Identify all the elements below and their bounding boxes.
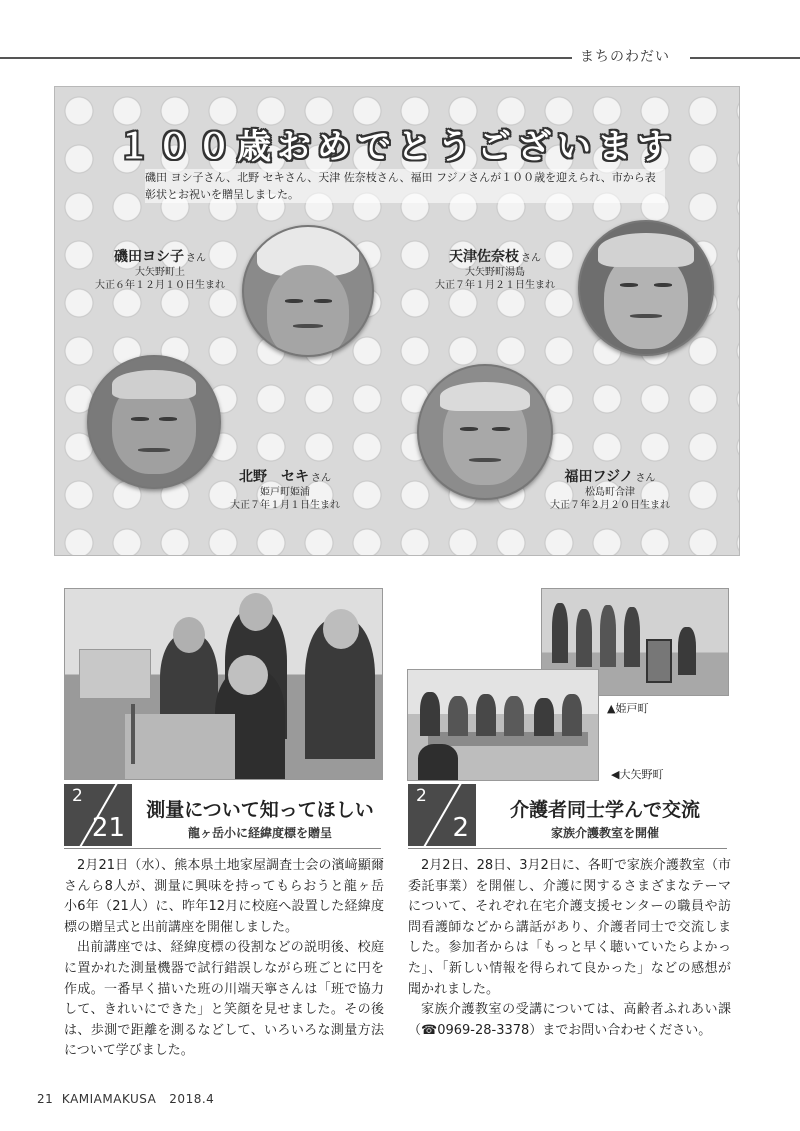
article2-body xyxy=(408,856,731,1041)
caption-oyano: ◀大矢野町 xyxy=(611,768,664,781)
article1-subtitle: 龍ヶ岳小に経緯度標を贈呈 xyxy=(187,826,332,840)
label-kitano: 北野 セキ さん 姫戸町姫浦 大正７年１月１日生まれ xyxy=(230,469,340,511)
article2-rule xyxy=(408,848,727,849)
panel-intro: 磯田 ヨシ子さん、北野 セキさん、天津 佐奈枝さん、福田 フジノさんが１００歳を迎えられ、市から表彰状とお祝いを贈呈しました。 xyxy=(145,169,665,203)
article1-rule xyxy=(64,848,381,849)
header-rule-right xyxy=(690,57,800,59)
article2-title: 介護者同士学んで交流 xyxy=(509,799,700,821)
label-isoda: 磯田ヨシ子 さん 大矢野町上 大正６年１２月１０日生まれ xyxy=(95,249,225,291)
article2-paragraph: 2月2日、28日、3月2日に、各町で家族介護教室（市委託事業）を開催し、介護に関するさまざまなテーマについて、それぞれ在宅介護支援センターの職員や訪問看護師などから講話があり、介護者同士で交流しました。参加者からは「もっと早く聴いていたらよかった」、「新しい情報を得られて良かった」などの感想が聞かれました。 xyxy=(408,858,731,997)
portrait-amatsu xyxy=(578,220,714,356)
issue-date: 2018.4 xyxy=(169,1092,215,1106)
caption-himedo: ▲姫戸町 xyxy=(607,702,649,715)
article1-paragraph: 出前講座では、経緯度標の役割などの説明後、校庭に置かれた測量機器で試行錯誤しながら班ごとに円を作成。一番早く描いた班の川端天寧さんは「班で協力して、きれいにできた」と笑顔を見せました。その後は、歩測で距離を測るなどして、いろいろな測量方法について学びました。 xyxy=(64,940,384,1059)
photo-surveying-students xyxy=(64,588,383,780)
section-title: まちのわだい xyxy=(580,49,670,65)
page-footer xyxy=(37,1092,214,1106)
article1-title: 測量について知ってほしい xyxy=(146,799,374,821)
magazine-name: KAMIAMAKUSA xyxy=(61,1092,157,1106)
portrait-fukuda xyxy=(417,364,553,500)
panel-title: １００歳おめでとうございます xyxy=(117,127,677,167)
portrait-isoda xyxy=(242,225,374,357)
article1-paragraph: 2月21日（水）、熊本県土地家屋調査士会の濱﨑顯爾さんら8人が、測量に興味を持ってもらおうと龍ヶ岳小6年（21人）に、昨年12月に校庭へ設置した経緯度標の贈呈式と出前講座を開催しました。 xyxy=(64,858,384,935)
article2-subtitle: 家族介護教室を開催 xyxy=(550,826,659,840)
article2-date-badge: 2 2 xyxy=(408,784,476,846)
photo-oyano-class xyxy=(407,669,599,781)
label-fukuda: 福田フジノ さん 松島町合津 大正７年２月２０日生まれ xyxy=(550,469,670,511)
label-amatsu: 天津佐奈枝 さん 大矢野町湯島 大正７年１月２１日生まれ xyxy=(435,249,555,291)
header-rule-left xyxy=(0,57,572,59)
article1-body xyxy=(64,856,384,1062)
article2-paragraph: 家族介護教室の受講については、高齢者ふれあい課（☎0969-28-3378）までお問い合わせください。 xyxy=(408,1002,731,1038)
portrait-kitano xyxy=(87,355,221,489)
page-number: 21 xyxy=(37,1092,54,1106)
centenarian-panel xyxy=(54,86,740,556)
article1-date-badge: 2 21 xyxy=(64,784,132,846)
